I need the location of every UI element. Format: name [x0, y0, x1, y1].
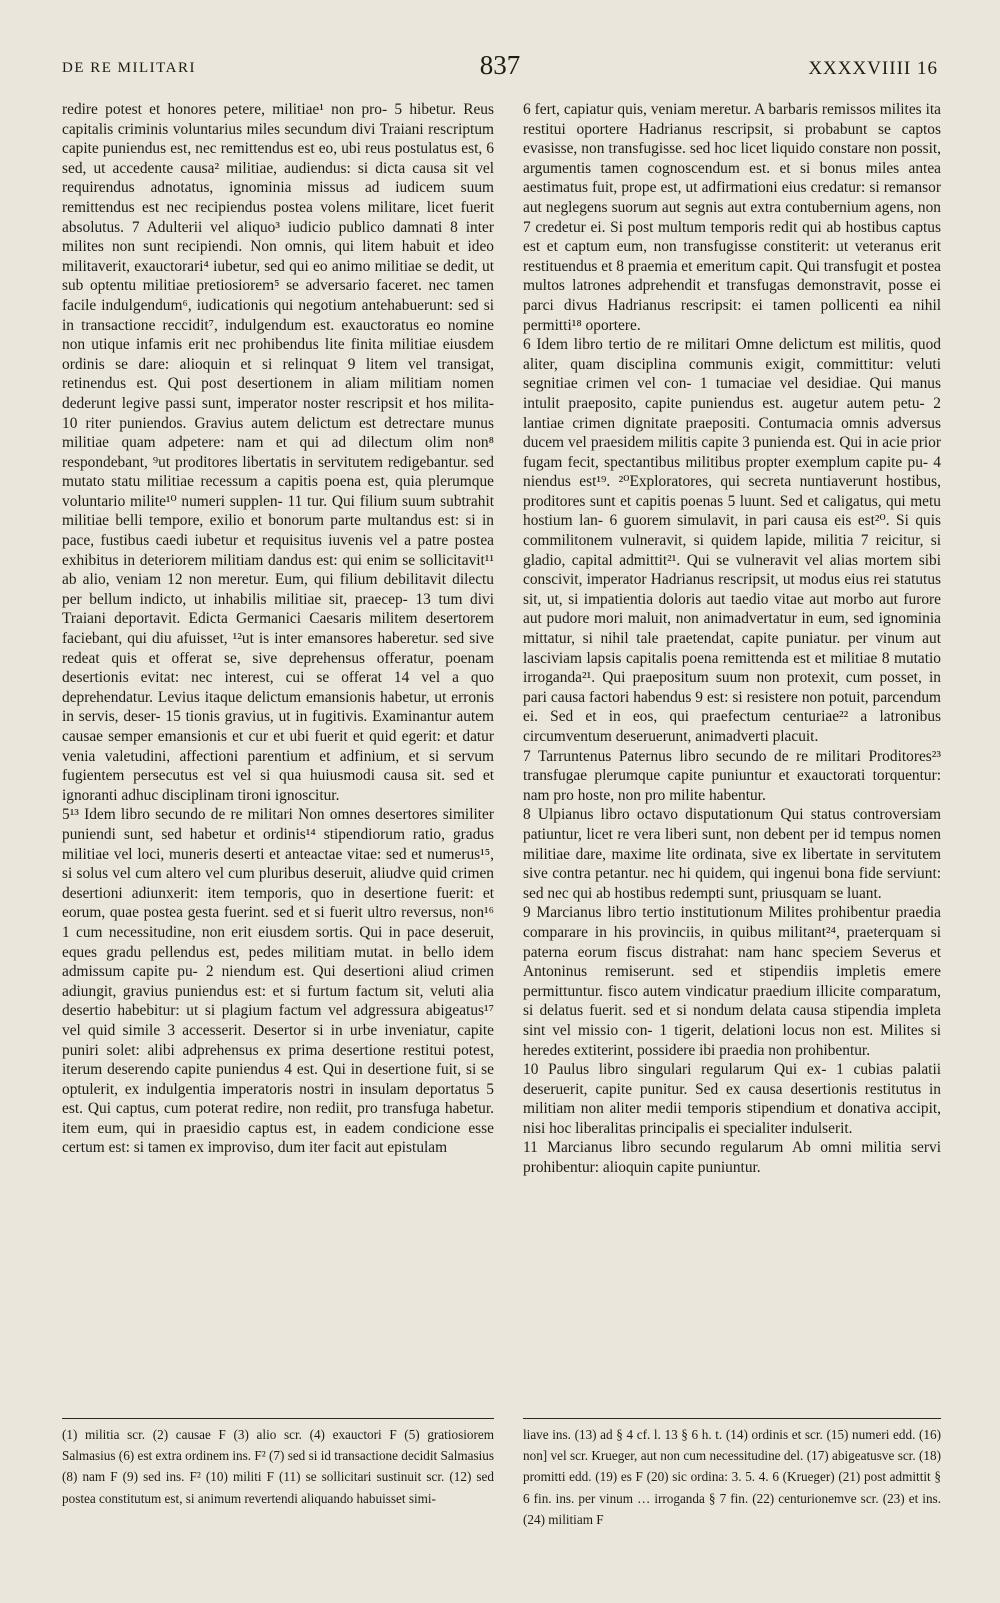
- page-header: [62, 48, 938, 84]
- section-reference: XXXXVIIII 16: [808, 58, 938, 79]
- footnotes-right: liave ins. (13) ad § 4 cf. l. 13 § 6 h. t. (14) ordinis et scr. (15) numeri edd. (16) non] vel scr. Krueger, aut non cum necessitudine del. (17) abigeatusve scr. (18) promitti edd. (19) es F (20) sic ordina: 3. 5. 4. 6 (Krueger) (21) post admittit § 6 fin. ins. per vinum … irroganda § 7 fin. (22) centurionemve scr. (23) et ins. (24) militiam F: [523, 1427, 941, 1527]
- page-number: 837: [479, 50, 521, 80]
- paragraph: redire potest et honores petere, militiae¹ non pro- 5 hibetur. Reus capitalis criminis voluntarius miles secundum divi Traiani rescriptum capite puniendus est, nec remittendus est eo, ubi reus postulatus est, 6 sed, ut accedente causa² militiae, audiendus: si dicta causa sit vel requirendus adnotatus, ignominia missus ad iudicem suum remittendus est nec recipiendus postea volens militare, licet fuerit absolutus. 7 Adulterii vel aliquo³ iudicio publico damnati 8 inter milites non sunt recipiendi. Non omnis, qui litem habuit et ideo militaverit, exauctorari⁴ iubetur, sed qui eo animo militiae se dedit, ut sub optentu militiae pretiosiorem⁵ se adversario faceret. nec tamen facile indulgendum⁶, iudicationis qui negotium antehabuerunt: sed si in transactione reccidit⁷, indulgendum est. exauctoratus eo nomine non utique infamis erit nec prohibendus lite finita militiae eiusdem ordinis se dare: alioquin et si relinquat 9 litem vel transigat, retinendus est. Qui post desertionem in aliam militiam nomen dederunt legive passi sunt, imperator noster rescripsit et hos milita- 10 riter puniendos. Gravius autem delictum est detrectare munus militiae quam adpetere: nam et qui ad dilectum olim non⁸ respondebant, ⁹ut proditores libertatis in servitutem redigebantur. sed mutato statu militiae recessum a capitis poena est, quia plerumque voluntario milite¹⁰ numeri supplen- 11 tur. Qui filium suum subtrahit militiae belli tempore, exilio et bonorum parte multandus est: si in pace, fustibus caedi iubetur et requisitus iuvenis vel a patre postea exhibitus in deteriorem militiam dandus est: qui enim se sollicitavit¹¹ ab alio, veniam 12 non meretur. Eum, qui filium debilitavit dilectu per bellum indicto, ut inhabilis militiae sit, praecep- 13 tum divi Traiani deportavit. Edicta Germanici Caesaris militem desertorem faciebant, qui diu afuisset, ¹²ut is inter emansores haberetur. sed sive redeat quis et offerat se, sive deprehensus offeratur, poenam desertionis evitat: nec interest, cui se offerat 14 vel a quo deprehendatur. Levius itaque delictum emansionis habetur, ut erronis in servis, deser- 15 tionis gravius, ut in fugitivis. Examinantur autem causae semper emansionis et cur et ubi fuerit et quid egerit: et datur venia valetudini, affectioni parentium et adfinium, et si servum fugientem persecutus est vel si qua huiusmodi causa sit. sed et ignoranti adhuc disciplinam tironi ignoscitur.: [62, 101, 494, 804]
- paragraph: 7 Tarruntenus Paternus libro secundo de re militari Proditores²³ transfugae plerumque capite puniuntur et exauctorati torquentur: nam pro hoste, non pro milite habentur.: [523, 747, 941, 804]
- paragraph: 9 Marcianus libro tertio institutionum Milites prohibentur praedia comparare in his provinciis, in quibus militant²⁴, praeterquam si paterna eorum fiscus distrahat: nam hanc speciem Severus et Antoninus remiserunt. sed et stipendiis impletis emere permittuntur. fisco autem vindicatur praedium illicite comparatum, si delatus fuerit. sed et si nondum delata causa stipendia impleta sint vel missio con- 1 tigerit, delationi locus non est. Milites si heredes extiterint, possidere ibi praedia non prohibentur.: [523, 904, 941, 1059]
- paragraph: 5¹³ Idem libro secundo de re militari Non omnes desertores similiter puniendi sunt, sed habetur et ordinis¹⁴ stipendiorum ratio, gradus militiae vel loci, muneris deserti et anteactae vitae: sed et numerus¹⁵, si solus vel cum altero vel cum pluribus deseruit, aliudve quid crimen desertioni adiunxerit: item temporis, quo in desertione fuerit: et eorum, quae postea gesta fuerint. sed et si fuerit ultro reversus, non¹⁶ 1 cum necessitudine, non erit eiusdem sortis. Qui in pace deseruit, eques gradu pellendus est, pedes militiam mutat. in bello idem admissum capite pu- 2 niendum est. Qui desertioni aliud crimen adiungit, gravius puniendus est: et si furtum factum sit, veluti alia desertio habebitur: ut si plagium factum vel adgressura abigeatus¹⁷ vel quid simile 3 accesserit. Desertor si in urbe inveniatur, capite puniri solet: alibi adprehensus ex prima desertione restitui potest, iterum deserendo capite puniendus 4 est. Qui in desertione fuit, si se optulerit, ex indulgentia imperatoris nostri in insulam deportatus 5 est. Qui captus, cum poterat redire, non rediit, pro transfuga habetur. item eum, qui in praesidio captus est, in eadem condicione esse certum est: si tamen ex improviso, dum iter facit aut epistulam: [62, 806, 494, 1157]
- paragraph: 11 Marcianus libro secundo regularum Ab omni militia servi prohibentur: alioquin capite puniuntur.: [523, 1139, 941, 1177]
- running-title: DE RE MILITARI: [62, 60, 196, 76]
- right-column: [523, 100, 941, 1178]
- paragraph: 8 Ulpianus libro octavo disputationum Qui status controversiam patiuntur, licet re vera liberi sunt, non debent per id tempus nomen militiae dare, maxime lite ordinata, sive ex libertate in servitutem sive contra petantur. nec hi quidem, qui ingenui bona fide serviunt: sed nec qui ab hostibus redempti sunt, priusquam se luant.: [523, 806, 941, 902]
- paragraph: 6 fert, capiatur quis, veniam meretur. A barbaris remissos milites ita restitui oportere Hadrianus rescripsit, si probabunt se captos evasisse, non transfugisse. sed hoc licet liquido constare non possit, argumentis tamen cognoscendum est. et si bonus miles antea aestimatus fuit, prope est, ut adfirmationi eius credatur: si remansor aut neglegens suorum aut segnis aut extra contubernium agens, non 7 credetur ei. Si post multum temporis redit qui ab hostibus captus est et captum eum, non transfugisse constiterit: ut veteranus erit restituendus et 8 praemia et emeritum capit. Qui transfugit et postea multos latrones adprehendit et transfugas demonstravit, posse ei parci divus Hadrianus rescripsit: ei tamen pollicenti ea nihil permitti¹⁸ oportere.: [523, 101, 941, 334]
- footnotes-left: (1) militia scr. (2) causae F (3) alio scr. (4) exauctori F (5) gratiosiorem Salmasius (6) est extra ordinem ins. F² (7) sed si id transactione decidit Salmasius (8) nam F (9) sed ins. F² (10) militi F (11) se sollicitari sustinuit scr. (12) sed postea constitutum est, si animum revertendi aliquando habuisset simi-: [62, 1427, 494, 1506]
- paragraph: 10 Paulus libro singulari regularum Qui ex- 1 cubias palatii deseruerit, capite punitur. Sed ex causa desertionis restitutus in militiam non aliter medii temporis stipendium et donativa accipit, nisi hoc liberalitas principalis ei specialiter indulserit.: [523, 1061, 941, 1137]
- paragraph: 6 Idem libro tertio de re militari Omne delictum est militis, quod aliter, quam disciplina communis exigit, committitur: veluti segnitiae crimen vel con- 1 tumaciae vel desidiae. Qui manus intulit praeposito, capite puniendus est. augetur autem petu- 2 lantiae crimen dignitate praepositi. Contumacia omnis adversus ducem vel praesidem militis capite 3 punienda est. Qui in acie prior fugam fecit, spectantibus militibus propter exemplum capite pu- 4 niendus est¹⁹. ²⁰Exploratores, qui secreta nuntiaverunt hostibus, proditores sunt et capitis poenas 5 luunt. Sed et caligatus, qui metu hostium lan- 6 guorem simulavit, in pari causa eis est²⁰. Si quis commilitonem vulneravit, si quidem lapide, militia 7 reicitur, si gladio, capital admittit²¹. Qui se vulneravit vel alias mortem sibi conscivit, imperator Hadrianus rescripsit, ut modus eius rei statutus sit, ut, si impatientia doloris aut taedio vitae aut morbo aut furore aut pudore mori maluit, non animadvertatur in eum, sed ignominia mittatur, si nihil tale praetendat, capite puniatur. per vinum aut lasciviam lapsis capitalis poena remittenda est et militiae 8 mutatio irroganda²¹. Qui praepositum suum non protexit, cum posset, in pari causa factori habendus 9 est: si resistere non potuit, parcendum ei. Sed et in eos, qui praefectum centuriae²² a latronibus circumventum deseruerunt, animadverti placuit.: [523, 336, 941, 745]
- footnote-divider: [523, 1418, 941, 1419]
- left-column: [62, 100, 494, 1158]
- footnote-divider: [62, 1418, 494, 1419]
